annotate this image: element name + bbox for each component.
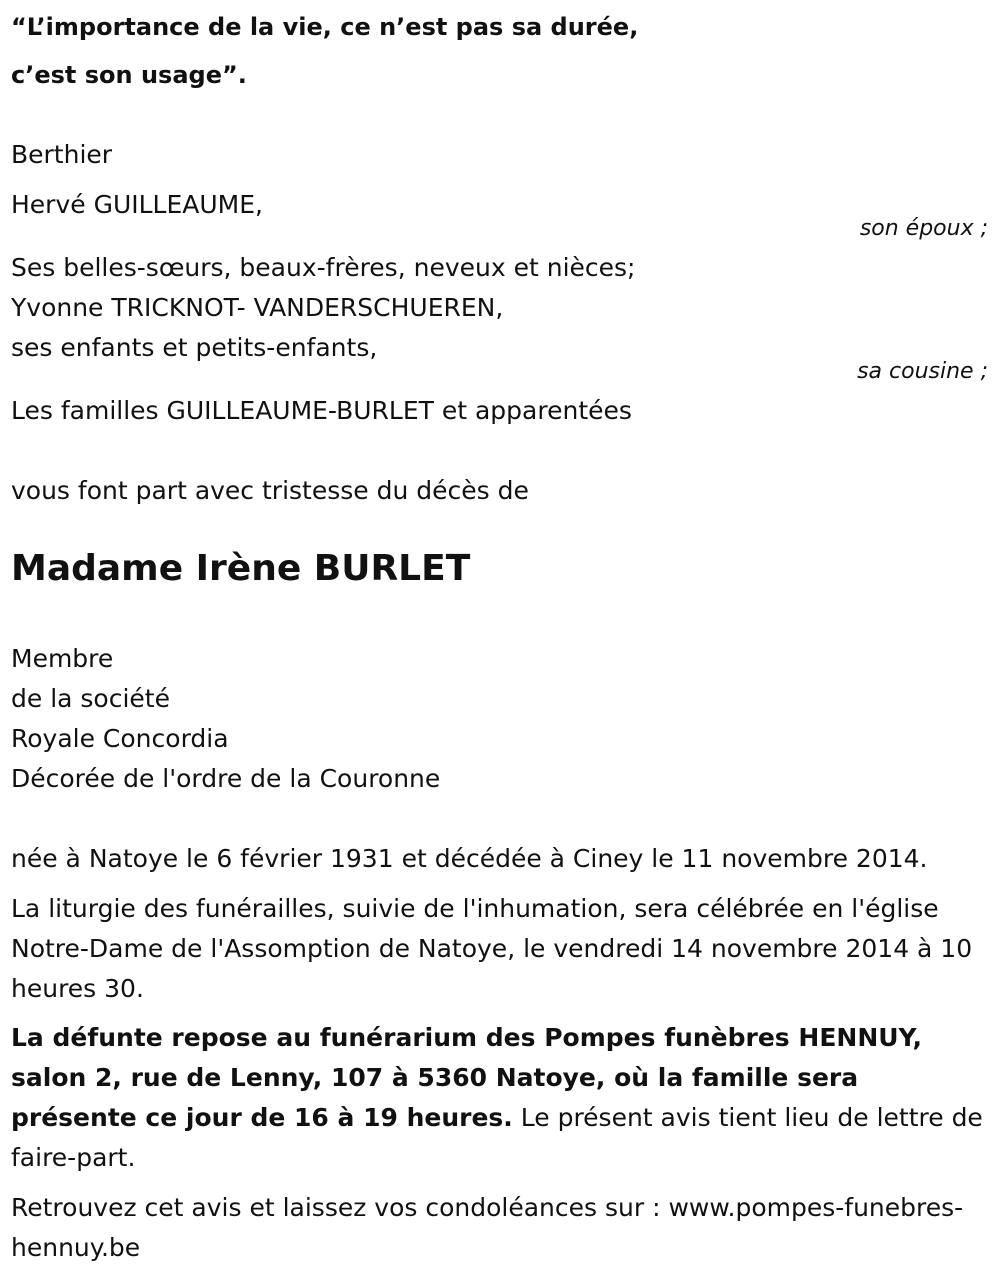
husband-role: son époux ; (859, 216, 988, 241)
cousin-family: ses enfants et petits-enfants, (11, 333, 378, 362)
announcement: vous font part avec tristesse du décès de (11, 476, 529, 505)
husband-name: Hervé GUILLEAUME, (11, 190, 263, 219)
funerarium-note: Le présent avis tient lieu de lettre de faire-part. (11, 1103, 983, 1172)
birth-death: née à Natoye le 6 février 1931 et décédée à Ciney le 11 novembre 2014. (11, 844, 928, 873)
families: Les familles GUILLEAUME-BURLET et apparentées (11, 396, 632, 425)
title-line-3: Royale Concordia (11, 724, 229, 753)
cousin-name: Yvonne TRICKNOT- VANDERSCHUEREN, (11, 293, 504, 322)
funerarium-bold-text: La défunte repose au funérarium des Pompes funèbres HENNUY, salon 2, rue de Lenny, 107 à 5360 Natoye, où la famille sera présente ce jour de 16 à 19 heures. (11, 1023, 922, 1132)
title-line-4: Décorée de l'ordre de la Couronne (11, 764, 441, 793)
condolences-paragraph: Retrouvez cet avis et laissez vos condoléances sur : www.pompes-funebres-hennuy.be (11, 1193, 964, 1262)
liturgy-paragraph: La liturgie des funérailles, suivie de l'inhumation, sera célébrée en l'église Notre-Dame de l'Assomption de Natoye, le vendredi 14 novembre 2014 à 10 heures 30. (11, 894, 973, 1003)
title-line-1: Membre (11, 644, 114, 673)
funerarium-paragraph (11, 1018, 986, 1178)
deceased-name: Madame Irène BURLET (11, 548, 471, 589)
inlaws: Ses belles-sœurs, beaux-frères, neveux et nièces; (11, 253, 636, 282)
cousin-role: sa cousine ; (857, 359, 988, 384)
quote-line-2: c’est son usage”. (11, 61, 247, 89)
location: Berthier (11, 140, 113, 169)
title-line-2: de la société (11, 684, 170, 713)
quote-line-1: “L’importance de la vie, ce n’est pas sa durée, (11, 13, 639, 41)
